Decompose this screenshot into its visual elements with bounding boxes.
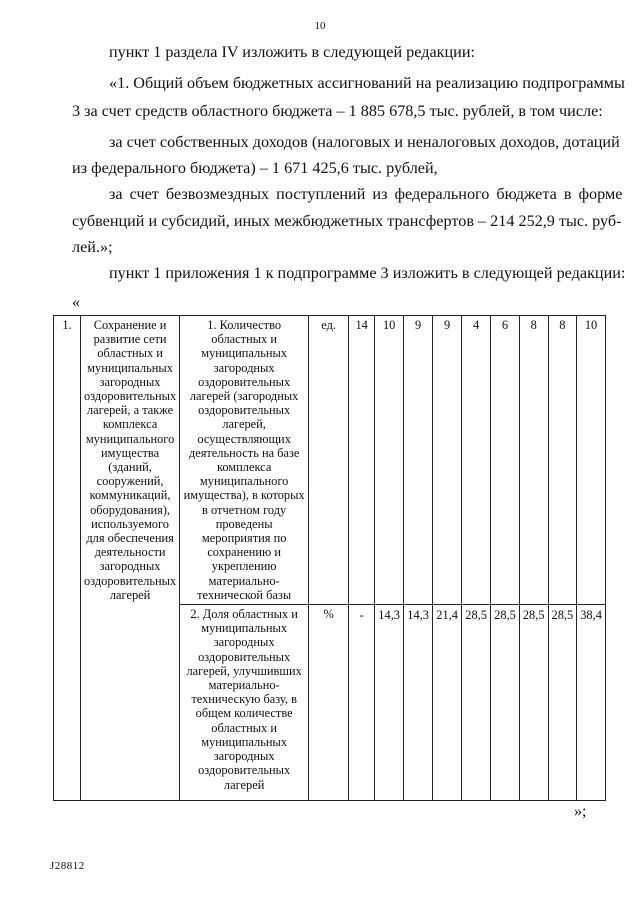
value-cell: 21,4 bbox=[433, 605, 462, 801]
value-cell: 38,4 bbox=[577, 605, 606, 801]
value-cell: 6 bbox=[491, 316, 520, 605]
table-row bbox=[54, 316, 606, 605]
value-cell: 9 bbox=[404, 316, 433, 605]
indicator-name-cell: 2. Доля областных и муниципальных загородных оздоровительных лагерей, улучшивших материально-техническую базу, в общем количестве областных и муниципальных загородных оздоровительных лагерей bbox=[180, 605, 309, 801]
paragraph-budget-line1: «1. Общий объем бюджетных ассигнований на реализацию подпрограммы bbox=[109, 74, 625, 92]
closing-quote: »; bbox=[574, 803, 587, 820]
value-cell: 14 bbox=[349, 316, 375, 605]
indicator-name-cell: 1. Количество областных и муниципальных загородных оздоровительных лагерей (загородных оздоровительных лагерей, осуществляющих деятельность на базе комплекса муниципального имущества), в которых в отчетном году проведены мероприятия по сохранению и укреплению материально-технической базы bbox=[180, 316, 309, 605]
page-number: 10 bbox=[314, 20, 326, 32]
paragraph-budget-line2: 3 за счет средств областного бюджета – 1 885 678,5 тыс. рублей, в том числе: bbox=[72, 102, 603, 120]
task-cell: Сохранение и развитие сети областных и муниципальных загородных оздоровительных лагерей, а также комплекса муниципального имущества (зданий, сооружений, коммуникаций, оборудования), используемого для обеспечения деятельности загородных оздоровительных лагерей bbox=[81, 316, 180, 801]
row-number-cell: 1. bbox=[54, 316, 81, 801]
opening-quote: « bbox=[72, 294, 80, 311]
value-cell: 14,3 bbox=[404, 605, 433, 801]
paragraph-section-iv: пункт 1 раздела IV изложить в следующей редакции: bbox=[109, 43, 475, 61]
value-cell: 28,5 bbox=[462, 605, 491, 801]
paragraph-own-revenue-line1: за счет собственных доходов (налоговых и неналоговых доходов, дотаций bbox=[109, 133, 620, 151]
paragraph-federal-line1: за счет безвозмездных поступлений из федерального бюджета в форме bbox=[109, 185, 623, 203]
value-cell: 8 bbox=[519, 316, 548, 605]
value-cell: 28,5 bbox=[491, 605, 520, 801]
paragraph-own-revenue-line2: из федерального бюджета) – 1 671 425,6 тыс. рублей, bbox=[72, 159, 438, 177]
value-cell: 4 bbox=[462, 316, 491, 605]
value-cell: 10 bbox=[577, 316, 606, 605]
unit-cell: % bbox=[309, 605, 349, 801]
paragraph-appendix: пункт 1 приложения 1 к подпрограмме 3 изложить в следующей редакции: bbox=[109, 264, 626, 282]
unit-cell: ед. bbox=[309, 316, 349, 605]
indicators-table bbox=[53, 315, 606, 801]
paragraph-federal-line2: субвенций и субсидий, иных межбюджетных трансфертов – 214 252,9 тыс. руб- bbox=[72, 212, 622, 230]
value-cell: 10 bbox=[375, 316, 404, 605]
paragraph-federal-line3: лей.»; bbox=[72, 238, 113, 256]
value-cell: 28,5 bbox=[519, 605, 548, 801]
value-cell: 14,3 bbox=[375, 605, 404, 801]
value-cell: 8 bbox=[548, 316, 577, 605]
value-cell: - bbox=[349, 605, 375, 801]
value-cell: 9 bbox=[433, 316, 462, 605]
value-cell: 28,5 bbox=[548, 605, 577, 801]
document-code: J28812 bbox=[50, 860, 85, 872]
